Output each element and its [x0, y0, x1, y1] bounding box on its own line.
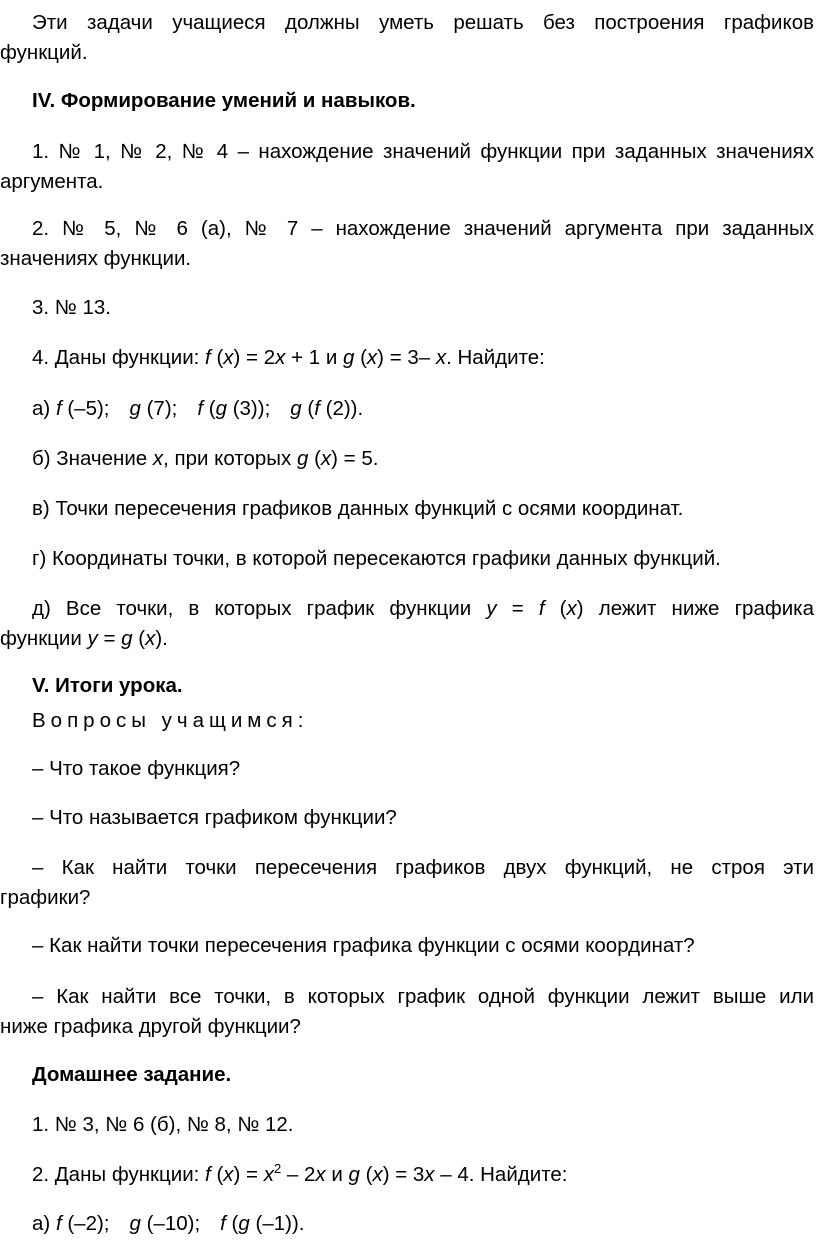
item-d-text-3: функции — [0, 627, 88, 650]
item-1-line-2: аргумента. — [0, 170, 104, 193]
homework-item-2 — [0, 1160, 814, 1190]
item-d-close2: ). — [155, 627, 168, 650]
questions-label-colon: : — [297, 709, 304, 732]
item-a-g: g — [129, 397, 141, 420]
item-4-f-x2: x — [275, 346, 286, 369]
homework-item-a — [0, 1209, 814, 1239]
hw2-prefix: 2. Даны функции: — [32, 1163, 206, 1186]
item-a-p2: (7); — [140, 397, 178, 420]
hw2-g-x: x — [372, 1163, 383, 1186]
item-a-fg-f: f — [197, 397, 204, 420]
item-b-x: x — [152, 447, 164, 470]
item-a-f: f — [55, 397, 62, 420]
item-a-p1: (–5); — [61, 397, 110, 420]
hwa-g: g — [129, 1212, 141, 1235]
hw2-g: g — [348, 1163, 360, 1186]
hw2-f-open: ( — [210, 1163, 224, 1186]
item-d-x2: x — [145, 627, 156, 650]
item-a-label: а) — [32, 397, 56, 420]
hw2-exponent: 2 — [273, 1161, 282, 1176]
intro-line-1: Эти задачи учащиеся должны уметь решать без построения графиков — [32, 11, 814, 34]
homework-heading: Домашнее задание. — [32, 1063, 232, 1086]
intro-paragraph — [0, 8, 814, 68]
hw2-x-squared: x — [263, 1163, 274, 1186]
question-5-line-1: – Как найти все точки, в которых график одной функции лежит выше или — [32, 985, 814, 1008]
hw2-g-open: ( — [359, 1163, 373, 1186]
hwa-p2: (–10); — [140, 1212, 201, 1235]
section-4-item-1 — [0, 137, 814, 197]
hw2-f-x: x — [223, 1163, 234, 1186]
item-b-label: б) Значение — [32, 447, 153, 470]
item-d-y2: y — [87, 627, 98, 650]
question-3-line-2: графики? — [0, 886, 91, 909]
section-4-item-2 — [0, 214, 814, 274]
section-4-item-4 — [0, 343, 814, 373]
hwa-fg-f: f — [220, 1212, 226, 1235]
item-a-p3b: (3)); — [227, 397, 271, 420]
item-d-eq: = — [496, 597, 539, 620]
item-d-g: g — [121, 627, 133, 650]
question-5 — [0, 982, 814, 1042]
section-4-item-d — [0, 594, 814, 654]
item-b-x2: x — [320, 447, 332, 470]
item-4-suffix: . Найдите: — [446, 346, 545, 369]
section-4-item-v: в) Точки пересечения графиков данных функций с осями координат. — [32, 497, 684, 520]
item-4-g: g — [342, 346, 355, 369]
item-d-text-2: ) лежит ниже графика — [576, 597, 814, 620]
hw2-g-eq: ) = 3 — [382, 1163, 425, 1186]
hw2-x: x — [315, 1163, 326, 1186]
hwa-p1: (–2); — [61, 1212, 110, 1235]
item-b-mid: , при которых — [163, 447, 297, 470]
hw2-f-eq: ) = — [233, 1163, 264, 1186]
item-4-g-open: ( — [354, 346, 367, 369]
questions-label-text: Вопросы учащимся — [32, 709, 298, 732]
item-a-gf-g: g — [290, 397, 302, 420]
question-1: – Что такое функция? — [32, 757, 241, 780]
item-4-prefix: 4. Даны функции: — [32, 346, 206, 369]
item-d-text-1: д) Все точки, в которых график функции — [32, 597, 487, 620]
hwa-fg-g: g — [238, 1212, 250, 1235]
section-4-item-a — [0, 394, 814, 424]
item-d-f: f — [538, 597, 545, 620]
item-b-mid2: ( — [308, 447, 321, 470]
item-4-f-eq: ) = 2 — [233, 346, 276, 369]
item-a-gf-f: f — [314, 397, 320, 420]
question-5-line-2: ниже графика другой функции? — [0, 1015, 301, 1038]
hw2-end: – 4. Найдите: — [434, 1163, 568, 1186]
section-5-heading: V. Итоги урока. — [32, 674, 183, 697]
questions-label — [0, 706, 814, 736]
hwa-p3b: (–1)). — [249, 1212, 305, 1235]
section-4-item-3: 3. № 13. — [32, 296, 111, 319]
item-4-f: f — [205, 346, 211, 369]
hw2-and: и — [325, 1163, 349, 1186]
item-d-open2: ( — [132, 627, 146, 650]
hw2-g-x2: x — [424, 1163, 435, 1186]
item-4-f-open: ( — [210, 346, 224, 369]
item-d-line-1 — [0, 594, 814, 624]
item-d-line-2 — [0, 624, 814, 654]
item-b-end: ) = 5. — [331, 447, 379, 470]
item-d-open: ( — [544, 597, 567, 620]
intro-line-2: функций. — [0, 41, 88, 64]
section-4-item-b — [0, 444, 814, 474]
item-a-p3a: ( — [203, 397, 216, 420]
item-a-p4b: (2)). — [319, 397, 364, 420]
item-a-fg-g: g — [215, 397, 227, 420]
item-4-f-x: x — [223, 346, 234, 369]
question-3 — [0, 853, 814, 913]
item-2-line-1: 2. № 5, № 6 (а), № 7 – нахождение значений аргумента при заданных — [32, 217, 814, 240]
section-4-item-g: г) Координаты точки, в которой пересекаются графики данных функций. — [32, 547, 721, 570]
item-1-line-1: 1. № 1, № 2, № 4 – нахождение значений функции при заданных значениях — [32, 140, 814, 163]
hw2-f: f — [205, 1163, 211, 1186]
hw2-minus: – 2 — [281, 1163, 316, 1186]
item-d-x: x — [566, 597, 577, 620]
question-4: – Как найти точки пересечения графика функции с осями координат? — [32, 934, 695, 957]
item-4-g-eq: ) = 3– — [377, 346, 436, 369]
homework-item-1: 1. № 3, № 6 (б), № 8, № 12. — [32, 1113, 294, 1136]
item-2-line-2: значениях функции. — [0, 247, 192, 270]
hwa-p3a: ( — [225, 1212, 239, 1235]
hwa-label: а) — [32, 1212, 56, 1235]
item-4-g-x: x — [366, 346, 378, 369]
hwa-f: f — [55, 1212, 62, 1235]
item-b-g: g — [296, 447, 309, 470]
item-d-eq2: = — [97, 627, 122, 650]
question-2: – Что называется графиком функции? — [32, 806, 397, 829]
question-3-line-1: – Как найти точки пересечения графиков двух функций, не строя эти — [32, 856, 814, 879]
item-4-f-plus: + 1 и — [285, 346, 343, 369]
item-4-g-x2: x — [435, 346, 447, 369]
item-d-y: y — [486, 597, 497, 620]
item-a-p4a: ( — [301, 397, 315, 420]
section-4-heading: IV. Формирование умений и навыков. — [32, 89, 416, 112]
